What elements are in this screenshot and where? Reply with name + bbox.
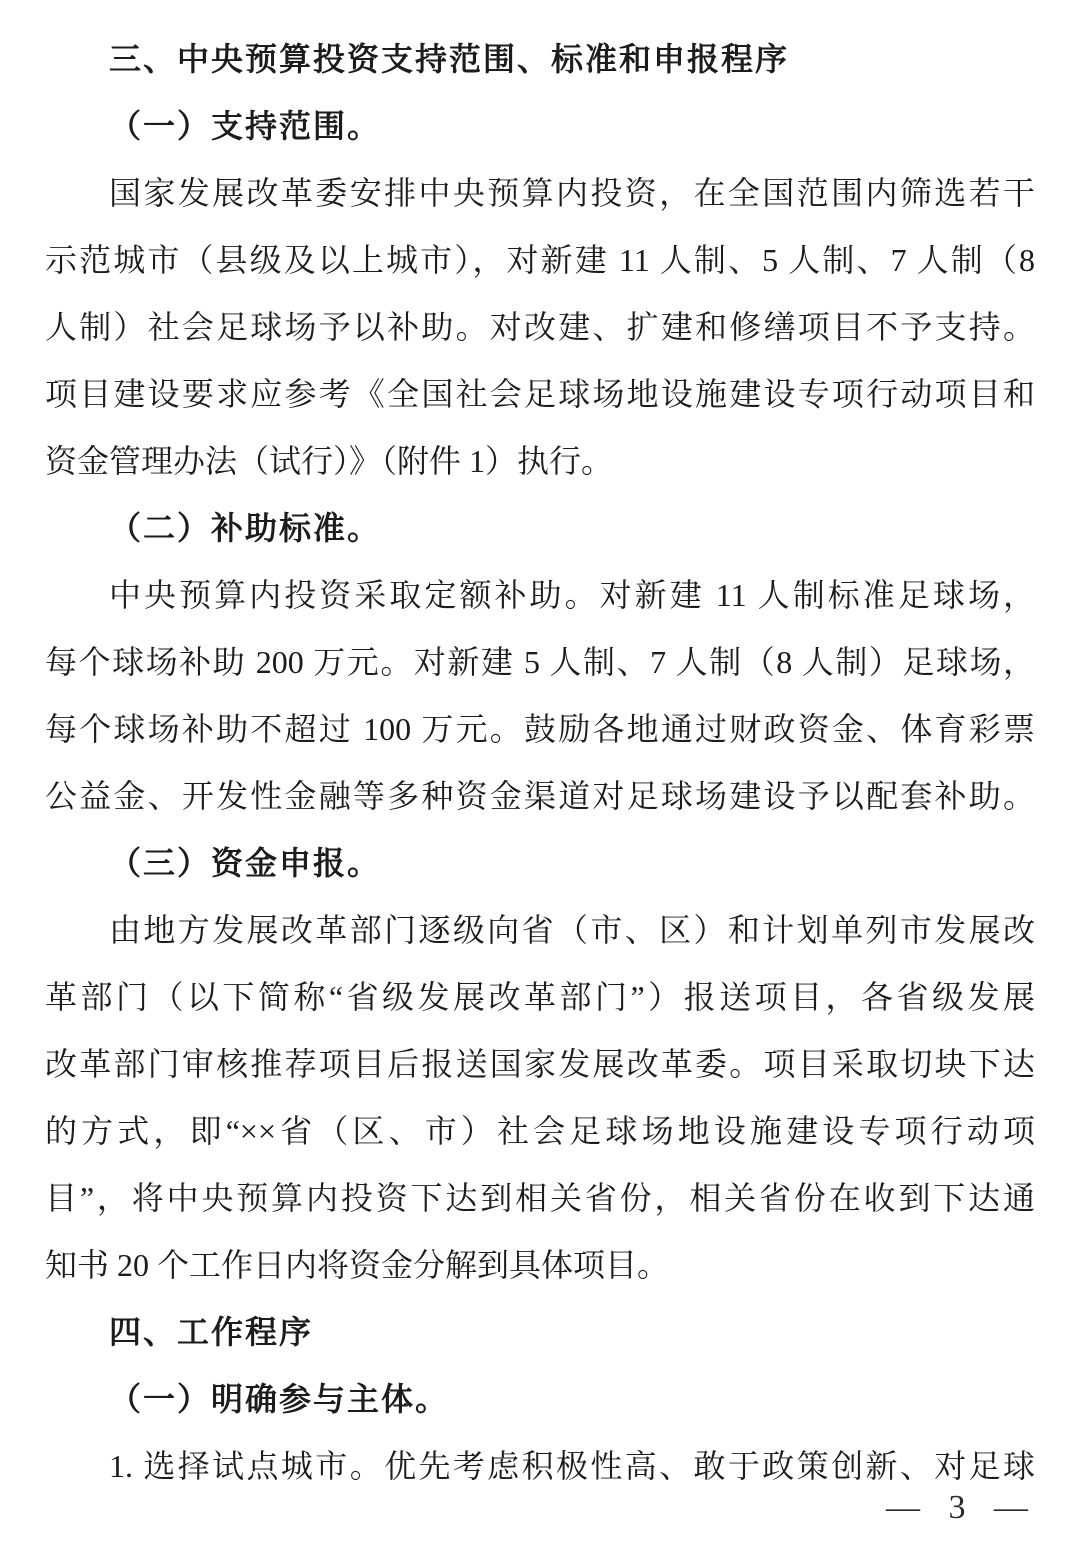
section-heading-four: 四、工作程序 <box>109 1314 314 1350</box>
subheading-fund-application: （三）资金申报。 <box>109 845 382 881</box>
body-line: 改革部门审核推荐项目后报送国家发展改革委。项目采取切块下达 <box>45 1046 1035 1082</box>
page-number: — 3 — <box>886 1489 1038 1526</box>
subheading-participants: （一）明确参与主体。 <box>109 1381 450 1417</box>
body-line: 每个球场补助不超过 100 万元。鼓励各地通过财政资金、体育彩票 <box>45 711 1035 747</box>
body-line: 国家发展改革委安排中央预算内投资，在全国范围内筛选若干 <box>109 175 1035 211</box>
body-line: 知书 20 个工作日内将资金分解到具体项目。 <box>45 1247 670 1283</box>
subheading-support-scope: （一）支持范围。 <box>109 108 382 144</box>
body-line: 公益金、开发性金融等多种资金渠道对足球场建设予以配套补助。 <box>45 778 1035 814</box>
document-body <box>45 26 1035 1500</box>
body-line: 中央预算内投资采取定额补助。对新建 11 人制标准足球场， <box>109 577 1035 613</box>
body-line: 1. 选择试点城市。优先考虑积极性高、敢于政策创新、对足球 <box>109 1448 1035 1484</box>
body-line: 革部门（以下简称“省级发展改革部门”）报送项目，各省级发展 <box>45 979 1035 1015</box>
body-line: 示范城市（县级及以上城市），对新建 11 人制、5 人制、7 人制（8 <box>45 242 1035 278</box>
body-line: 资金管理办法（试行）》（附件 1）执行。 <box>45 443 614 479</box>
body-line: 目”，将中央预算内投资下达到相关省份，相关省份在收到下达通 <box>45 1180 1035 1216</box>
body-line: 的方式，即“××省（区、市）社会足球场地设施建设专项行动项 <box>45 1113 1035 1149</box>
section-heading-three: 三、中央预算投资支持范围、标准和申报程序 <box>109 41 790 77</box>
subheading-subsidy-standard: （二）补助标准。 <box>109 510 382 546</box>
body-line: 人制）社会足球场予以补助。对改建、扩建和修缮项目不予支持。 <box>45 309 1035 345</box>
body-line: 项目建设要求应参考《全国社会足球场地设施建设专项行动项目和 <box>45 376 1035 412</box>
body-line: 由地方发展改革部门逐级向省（市、区）和计划单列市发展改 <box>109 912 1035 948</box>
body-line: 每个球场补助 200 万元。对新建 5 人制、7 人制（8 人制）足球场， <box>45 644 1035 680</box>
